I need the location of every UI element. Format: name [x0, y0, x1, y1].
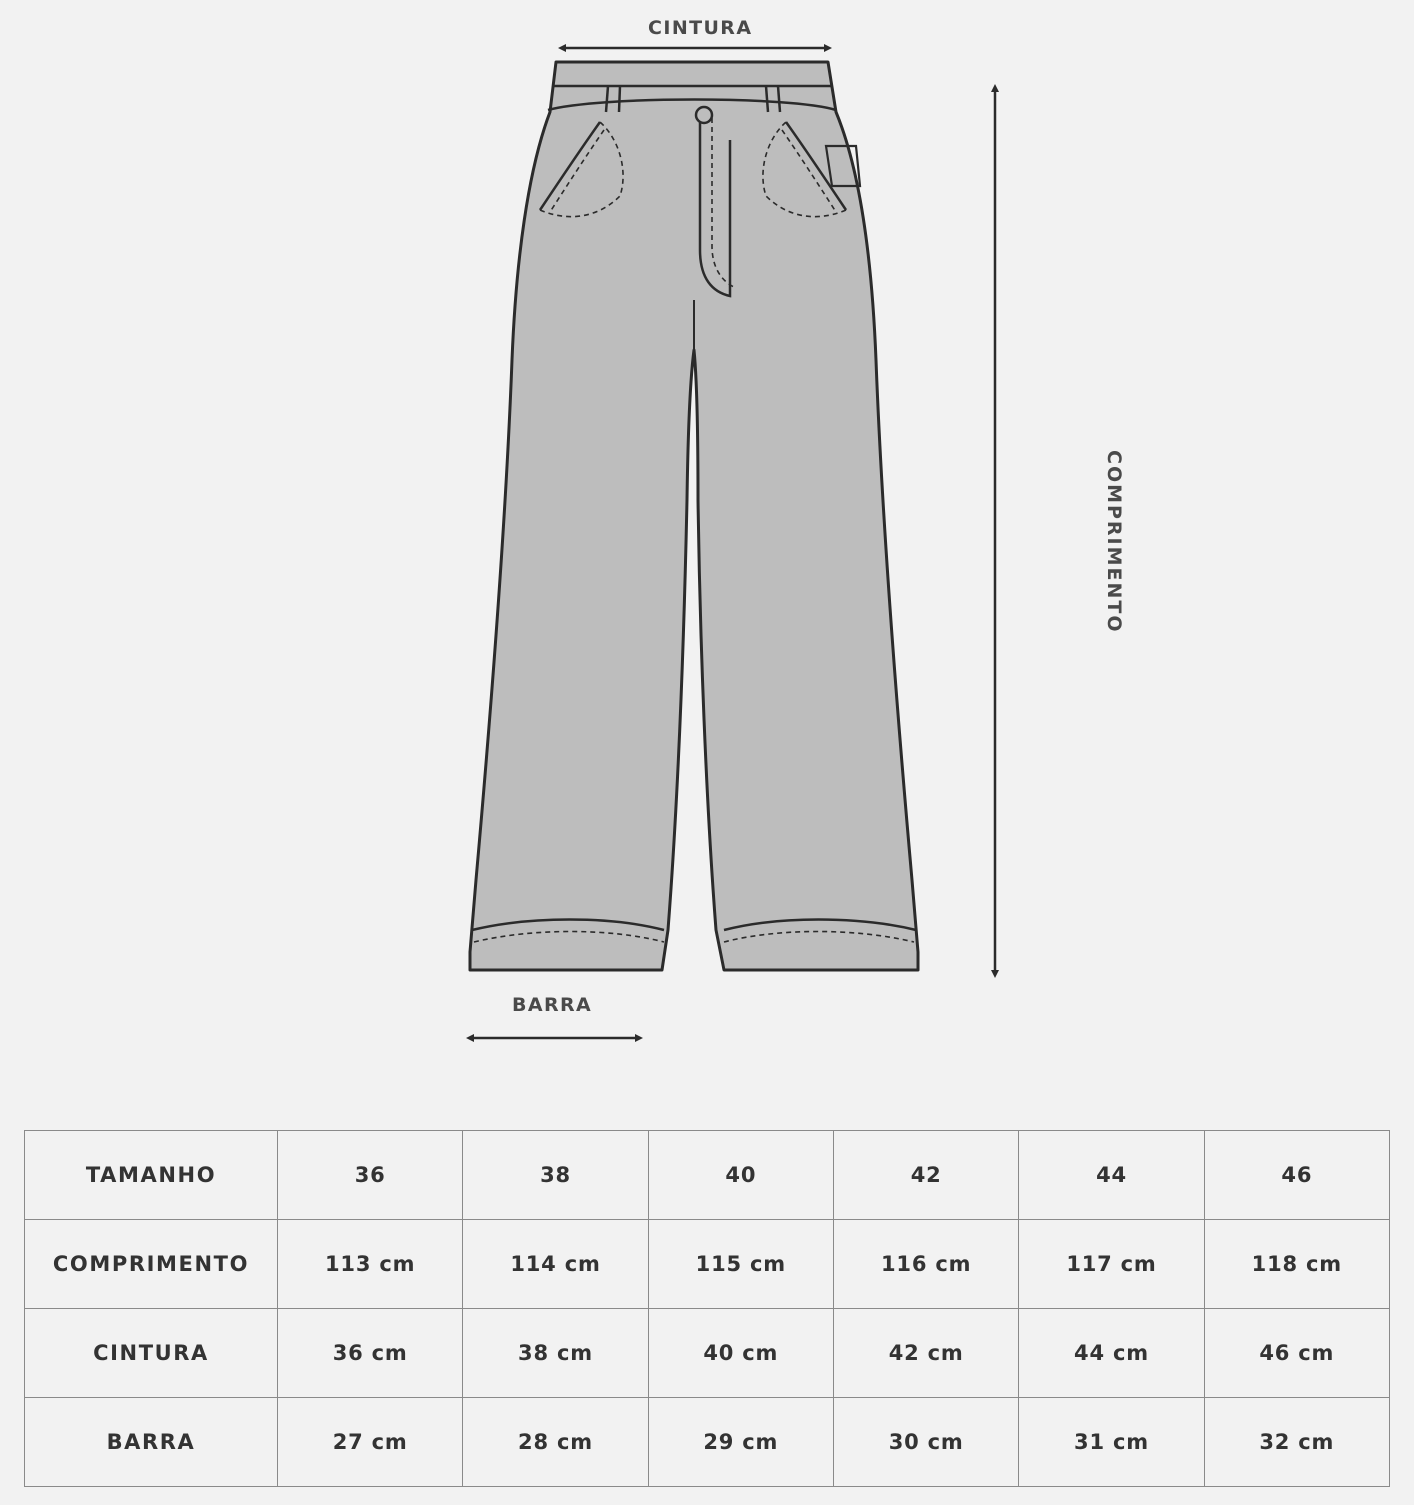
length-dimension-label: COMPRIMENTO — [1103, 450, 1125, 634]
table-cell: 118 cm — [1204, 1220, 1389, 1309]
table-cell: 36 — [278, 1131, 463, 1220]
pants-body — [470, 62, 918, 970]
table-cell: 31 cm — [1019, 1398, 1204, 1487]
measurements-table-wrapper — [24, 1130, 1390, 1487]
row-header: TAMANHO — [25, 1131, 278, 1220]
measurements-table — [24, 1130, 1390, 1487]
hem-dimension-label: BARRA — [512, 994, 593, 1016]
table-cell: 29 cm — [648, 1398, 833, 1487]
table-cell: 42 cm — [833, 1309, 1018, 1398]
table-cell: 38 cm — [463, 1309, 648, 1398]
table-cell: 117 cm — [1019, 1220, 1204, 1309]
table-cell: 36 cm — [278, 1309, 463, 1398]
table-cell: 116 cm — [833, 1220, 1018, 1309]
table-cell: 114 cm — [463, 1220, 648, 1309]
table-row — [25, 1398, 1390, 1487]
table-cell: 40 — [648, 1131, 833, 1220]
table-cell: 40 cm — [648, 1309, 833, 1398]
table-cell: 30 cm — [833, 1398, 1018, 1487]
table-cell: 44 cm — [1019, 1309, 1204, 1398]
table-cell: 27 cm — [278, 1398, 463, 1487]
table-cell: 46 cm — [1204, 1309, 1389, 1398]
table-cell: 32 cm — [1204, 1398, 1389, 1487]
waist-dimension-label: CINTURA — [648, 17, 753, 39]
table-cell: 44 — [1019, 1131, 1204, 1220]
row-header: COMPRIMENTO — [25, 1220, 278, 1309]
table-cell: 115 cm — [648, 1220, 833, 1309]
table-row — [25, 1220, 1390, 1309]
row-header: BARRA — [25, 1398, 278, 1487]
table-cell: 46 — [1204, 1131, 1389, 1220]
table-cell: 38 — [463, 1131, 648, 1220]
table-cell: 113 cm — [278, 1220, 463, 1309]
table-row — [25, 1309, 1390, 1398]
row-header: CINTURA — [25, 1309, 278, 1398]
table-cell: 42 — [833, 1131, 1018, 1220]
table-cell: 28 cm — [463, 1398, 648, 1487]
table-row — [25, 1131, 1390, 1220]
